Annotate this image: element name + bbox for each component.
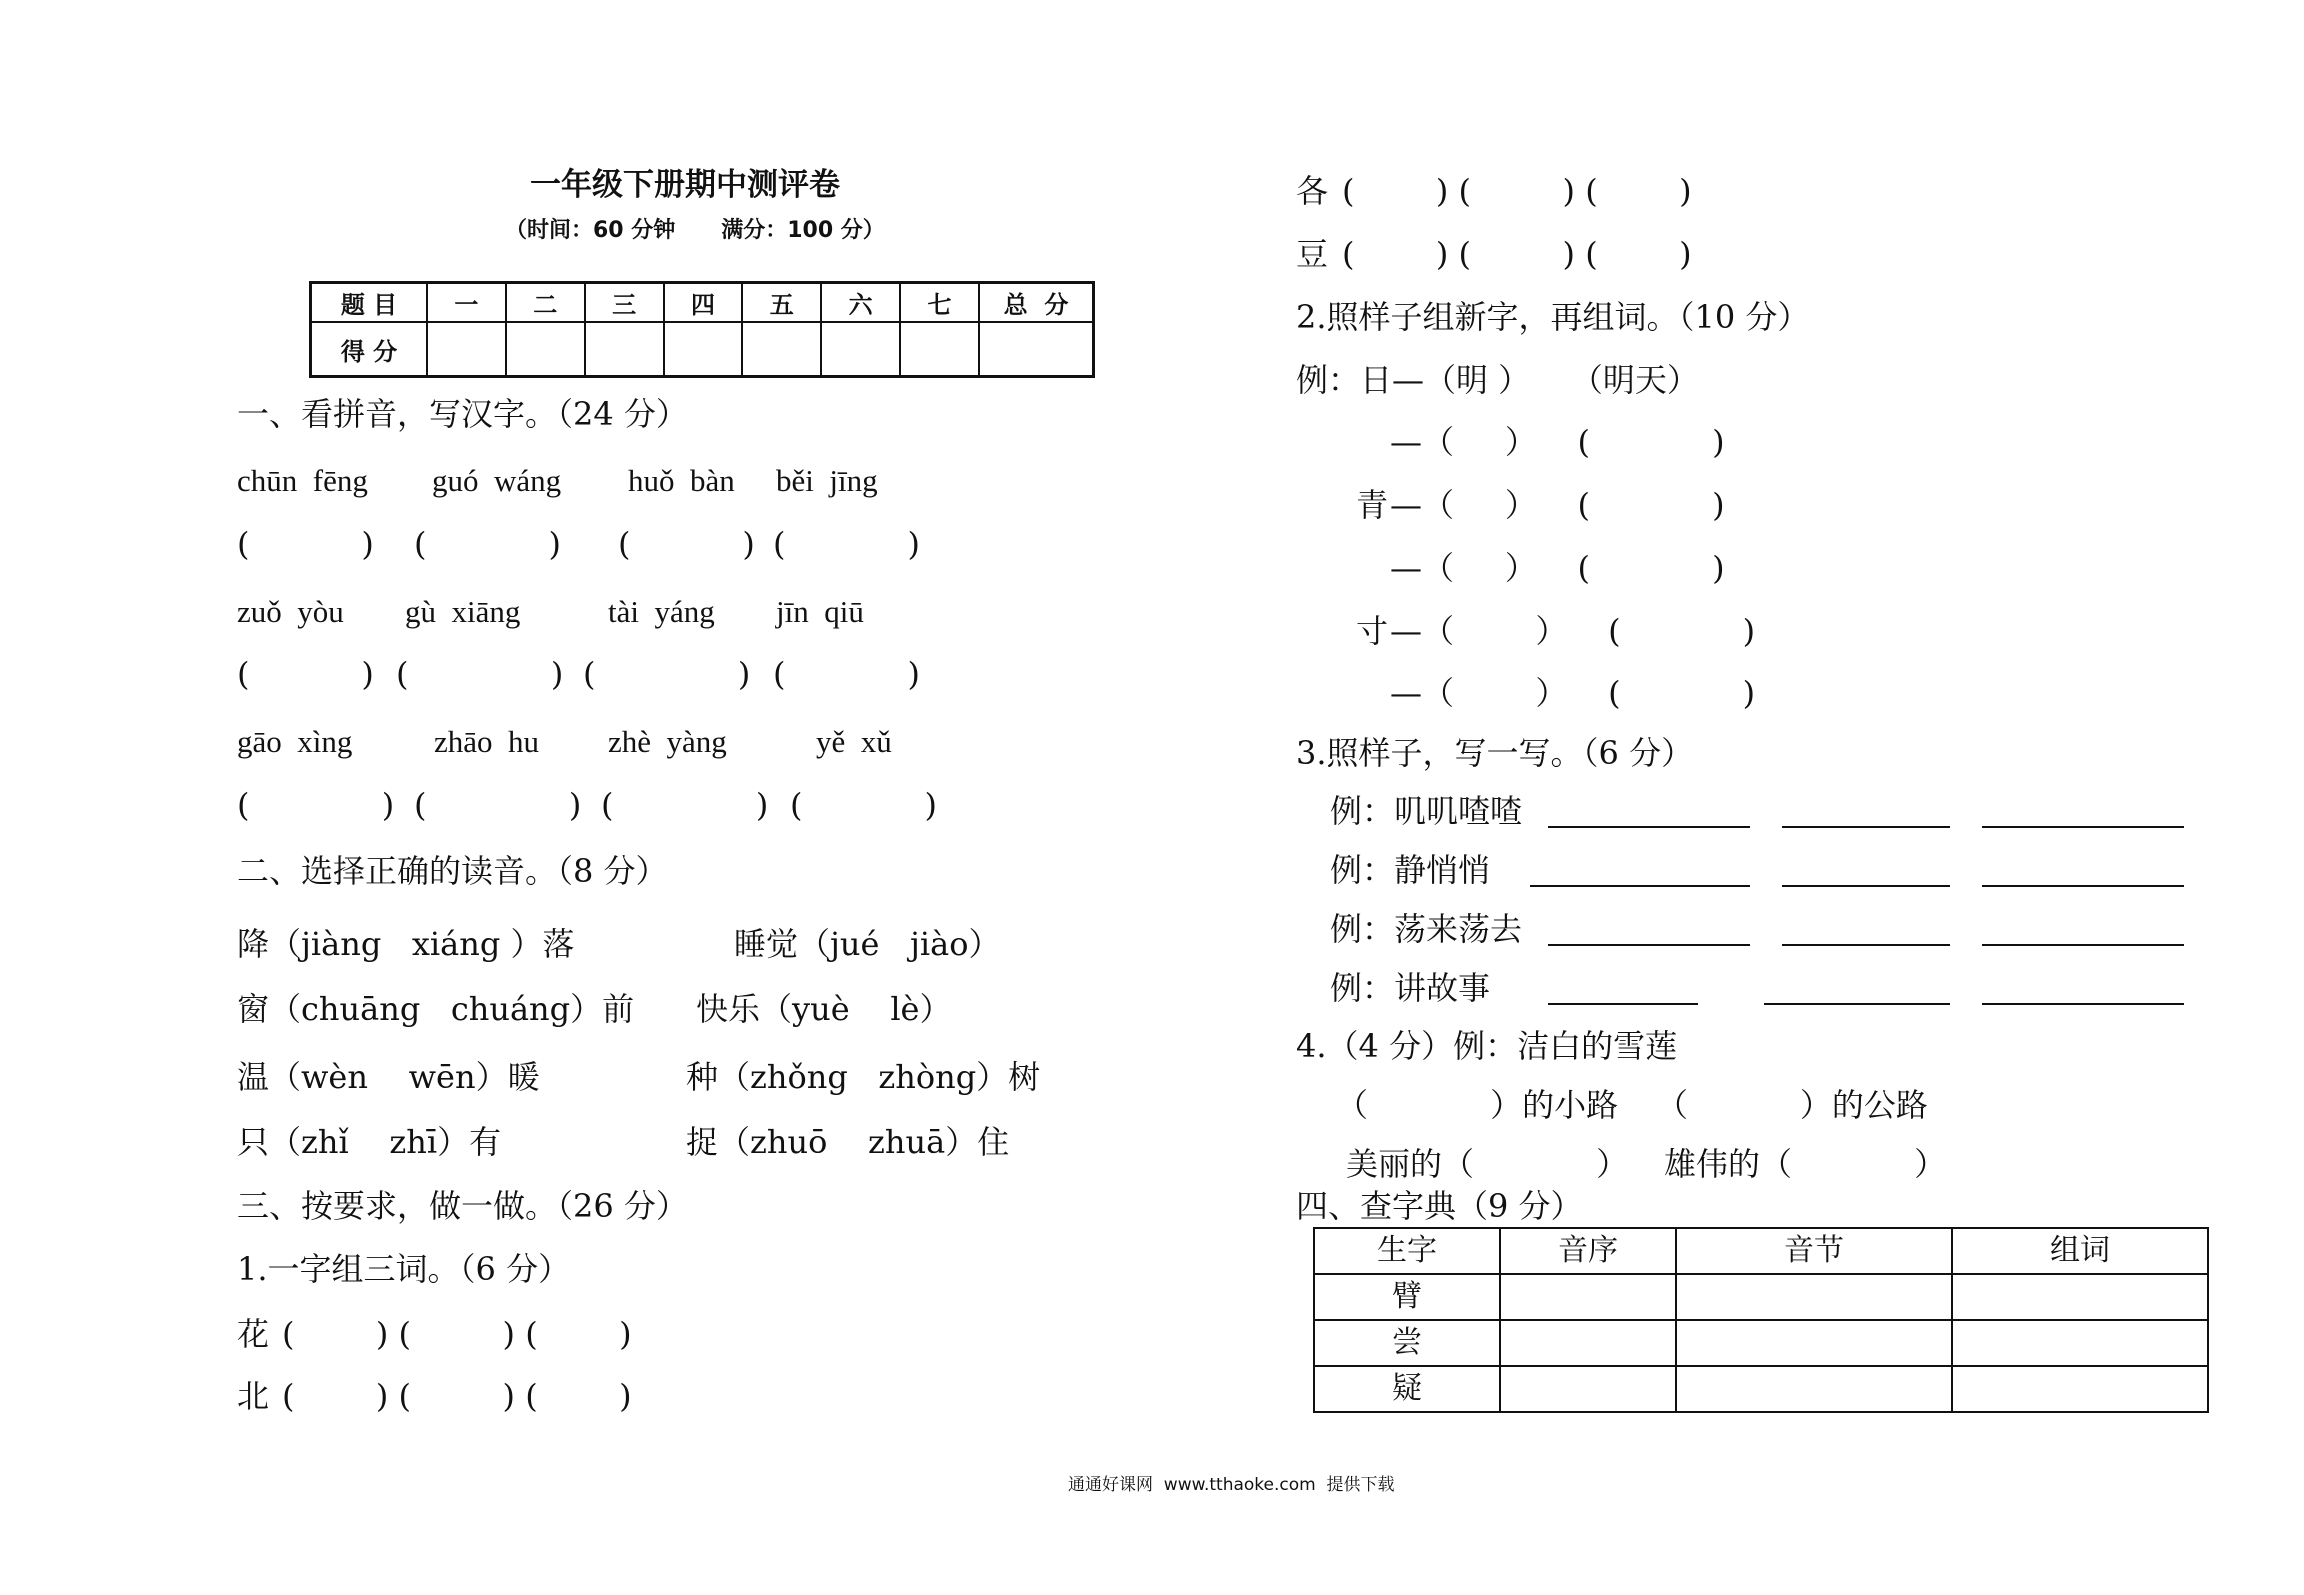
dictionary-cell[interactable] — [1500, 1320, 1676, 1366]
fill-phrase[interactable]: 雄伟的（ ） — [1664, 1145, 1947, 1183]
answer-blank[interactable]: ( ) — [790, 786, 938, 824]
dictionary-cell[interactable] — [1676, 1274, 1952, 1320]
score-cell[interactable] — [900, 322, 979, 377]
section-4-heading: 四、查字典（9 分） — [1296, 1187, 1583, 1225]
fill-phrase[interactable]: （ ）的小路 — [1336, 1086, 1619, 1124]
dictionary-char: 尝 — [1314, 1320, 1500, 1366]
dictionary-row — [1314, 1320, 2208, 1366]
word-char: 寸 — [1356, 612, 1389, 650]
dictionary-cell[interactable] — [1952, 1366, 2208, 1412]
answer-line[interactable] — [1982, 1003, 2184, 1005]
answer-blank[interactable]: ( ) ( ) ( ) — [1342, 172, 1692, 210]
score-table-score-row — [311, 322, 1094, 377]
pinyin: huǒ bàn — [628, 463, 735, 498]
pattern-example: 例：叽叽喳喳 — [1330, 792, 1523, 830]
answer-blank[interactable]: ( ) — [601, 786, 769, 824]
score-row-label: 得 分 — [311, 322, 428, 377]
dictionary-header-cell: 生字 — [1314, 1228, 1500, 1274]
answer-blank[interactable]: ( ) — [773, 655, 921, 693]
score-cell[interactable] — [821, 322, 900, 377]
score-header-cell: 一 — [427, 283, 506, 323]
answer-blank[interactable]: ( ) — [237, 655, 374, 693]
reading-choice[interactable]: 快乐（yuè lè） — [696, 990, 952, 1028]
answer-blank[interactable]: ( ) — [618, 525, 755, 563]
reading-choice[interactable]: 睡觉（jué jiào） — [734, 925, 1001, 963]
score-cell[interactable] — [664, 322, 743, 377]
reading-choice[interactable]: 温（wèn wēn）暖 — [237, 1058, 540, 1096]
pinyin: guó wáng — [432, 463, 562, 498]
answer-blank[interactable]: ( ) — [414, 786, 582, 824]
pinyin: gāo xìng — [237, 724, 353, 759]
pattern-example: 例：荡来荡去 — [1330, 910, 1523, 948]
score-table — [309, 281, 1095, 378]
dictionary-header-cell: 音节 — [1676, 1228, 1952, 1274]
dictionary-table-header-row — [1314, 1228, 2208, 1274]
reading-choice[interactable]: 种（zhǒng zhòng）树 — [686, 1058, 1041, 1096]
pattern-example: 例：讲故事 — [1330, 969, 1491, 1007]
answer-blank[interactable]: ( ) ( ) ( ) — [1342, 235, 1692, 273]
word-char: 豆 — [1296, 235, 1329, 273]
pinyin: yě xǔ — [816, 724, 892, 759]
word-char: 青 — [1356, 486, 1389, 524]
answer-blank[interactable]: ( ) — [396, 655, 564, 693]
answer-blank[interactable]: —（ ） ( ) — [1390, 549, 1725, 587]
answer-blank[interactable]: ( ) ( ) ( ) — [282, 1377, 632, 1415]
answer-line[interactable] — [1782, 944, 1950, 946]
question-3-2-heading: 2.照样子组新字，再组词。（10 分） — [1296, 298, 1810, 336]
answer-line[interactable] — [1764, 1003, 1950, 1005]
reading-choice[interactable]: 窗（chuāng chuáng）前 — [237, 990, 635, 1028]
dictionary-cell[interactable] — [1500, 1366, 1676, 1412]
pinyin: tài yáng — [608, 594, 715, 629]
page-subtitle: （时间：60 分钟 满分：100 分） — [505, 218, 885, 243]
answer-line[interactable] — [1548, 1003, 1698, 1005]
answer-line[interactable] — [1548, 944, 1750, 946]
reading-choice[interactable]: 只（zhǐ zhī）有 — [237, 1123, 502, 1161]
answer-blank[interactable]: ( ) ( ) ( ) — [282, 1315, 632, 1353]
answer-blank[interactable]: —（ ） ( ) — [1390, 612, 1756, 650]
page-title: 一年级下册期中测评卷 — [530, 167, 840, 203]
score-header-cell: 七 — [900, 283, 979, 323]
reading-choice[interactable]: 捉（zhuō zhuā）住 — [686, 1123, 1010, 1161]
pinyin: gù xiāng — [405, 594, 521, 629]
answer-line[interactable] — [1982, 885, 2184, 887]
score-cell[interactable] — [506, 322, 585, 377]
dictionary-cell[interactable] — [1952, 1274, 2208, 1320]
pinyin: zuǒ yòu — [237, 594, 344, 629]
pinyin: běi jīng — [776, 463, 878, 498]
answer-blank[interactable]: ( ) — [773, 525, 921, 563]
question-3-3-heading: 3.照样子，写一写。（6 分） — [1296, 734, 1694, 772]
section-1-heading: 一、看拼音，写汉字。（24 分） — [237, 395, 688, 433]
answer-blank[interactable]: ( ) — [237, 525, 374, 563]
fill-phrase[interactable]: （ ）的公路 — [1656, 1086, 1928, 1124]
answer-blank[interactable]: ( ) — [583, 655, 751, 693]
score-header-cell: 题 目 — [311, 283, 428, 323]
pinyin: jīn qiū — [776, 594, 864, 629]
dictionary-header-cell: 组词 — [1952, 1228, 2208, 1274]
score-header-cell: 四 — [664, 283, 743, 323]
dictionary-cell[interactable] — [1676, 1366, 1952, 1412]
score-cell[interactable] — [979, 322, 1094, 377]
answer-blank[interactable]: ( ) — [237, 786, 395, 824]
section-2-heading: 二、选择正确的读音。（8 分） — [237, 852, 668, 890]
answer-blank[interactable]: —（ ） ( ) — [1390, 486, 1725, 524]
word-char: 北 — [237, 1377, 270, 1415]
answer-line[interactable] — [1982, 944, 2184, 946]
score-header-cell: 五 — [742, 283, 821, 323]
pinyin: zhè yàng — [608, 724, 727, 759]
question-3-4-heading: 4.（4 分）例：洁白的雪莲 — [1296, 1027, 1678, 1065]
answer-line[interactable] — [1982, 826, 2184, 828]
score-cell[interactable] — [742, 322, 821, 377]
answer-line[interactable] — [1548, 826, 1750, 828]
answer-line[interactable] — [1530, 885, 1750, 887]
dictionary-cell[interactable] — [1500, 1274, 1676, 1320]
score-header-cell: 六 — [821, 283, 900, 323]
score-table-header-row — [311, 283, 1094, 323]
dictionary-cell[interactable] — [1676, 1320, 1952, 1366]
pinyin: chūn fēng — [237, 463, 368, 498]
word-char: 各 — [1296, 172, 1329, 210]
dictionary-char: 臂 — [1314, 1274, 1500, 1320]
answer-blank[interactable]: —（ ） ( ) — [1390, 423, 1725, 461]
score-cell[interactable] — [585, 322, 664, 377]
answer-blank[interactable]: ( ) — [414, 525, 562, 563]
reading-choice[interactable]: 降（jiàng xiáng ）落 — [237, 925, 575, 963]
dictionary-char: 疑 — [1314, 1366, 1500, 1412]
score-cell[interactable] — [427, 322, 506, 377]
dictionary-table — [1313, 1227, 2209, 1413]
footer-credit: 通通好课网 www.tthaoke.com 提供下载 — [1068, 1475, 1395, 1495]
answer-blank[interactable]: —（ ） ( ) — [1390, 674, 1756, 712]
pinyin: zhāo hu — [434, 724, 540, 759]
dictionary-cell[interactable] — [1952, 1320, 2208, 1366]
score-header-cell: 三 — [585, 283, 664, 323]
word-char: 花 — [237, 1315, 270, 1353]
answer-line[interactable] — [1782, 885, 1950, 887]
score-header-cell: 总 分 — [979, 283, 1094, 323]
answer-line[interactable] — [1782, 826, 1950, 828]
dictionary-header-cell: 音序 — [1500, 1228, 1676, 1274]
question-3-1-heading: 1.一字组三词。（6 分） — [237, 1250, 571, 1288]
score-header-cell: 二 — [506, 283, 585, 323]
pattern-example: 例：静悄悄 — [1330, 851, 1491, 889]
fill-phrase[interactable]: 美丽的（ ） — [1346, 1145, 1629, 1183]
question-3-2-example: 例：日—（明 ） （明天） — [1296, 361, 1699, 399]
dictionary-row — [1314, 1274, 2208, 1320]
dictionary-row — [1314, 1366, 2208, 1412]
section-3-heading: 三、按要求，做一做。（26 分） — [237, 1187, 688, 1225]
